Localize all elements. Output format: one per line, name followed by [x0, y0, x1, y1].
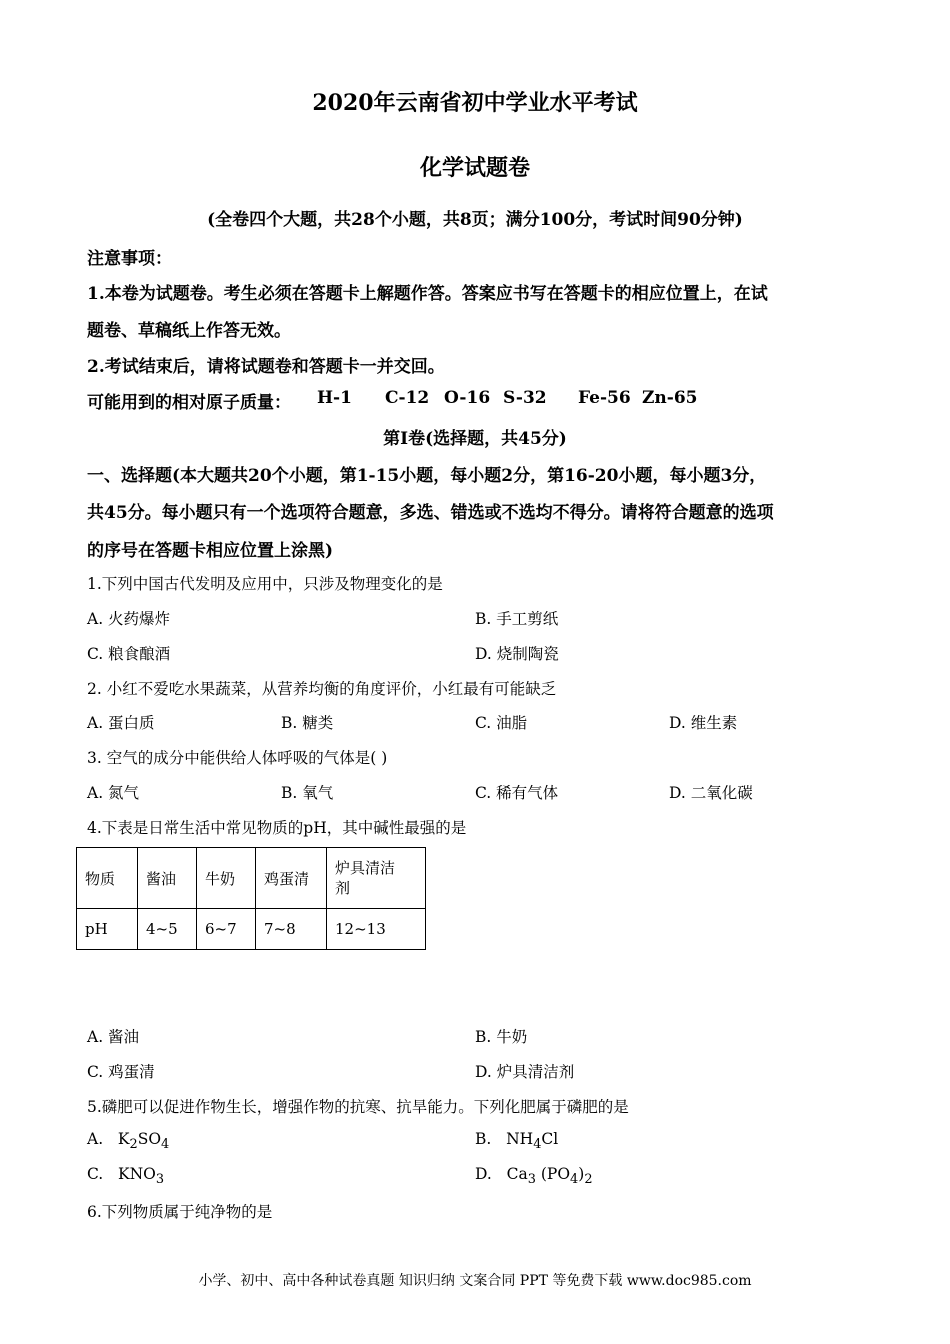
- formula-subscript: 4: [161, 1137, 170, 1153]
- formula: [117, 1130, 170, 1153]
- formula-part: (PO: [535, 1165, 571, 1183]
- table-cell: 物质: [77, 848, 138, 909]
- option-c: C. 鸡蛋清: [87, 1063, 155, 1081]
- formula: [118, 1165, 165, 1188]
- question-stem: 4.下表是日常生活中常见物质的pH，其中碱性最强的是: [87, 819, 467, 837]
- exam-info: (全卷四个大题，共28个小题，共8页；满分100分，考试时间90分钟): [207, 210, 743, 230]
- option-d: D. 维生素: [669, 714, 738, 732]
- table-row: [77, 909, 426, 950]
- formula-subscript: 4: [570, 1172, 579, 1188]
- cell-line: 剂: [335, 879, 351, 897]
- formula: [506, 1130, 559, 1153]
- section-instruction: 一、选择题(本大题共20个小题，第1-15小题，每小题2分，第16-20小题，每小题3分，: [87, 466, 767, 486]
- formula-part: Ca: [506, 1165, 528, 1183]
- option-a: A. 酱油: [87, 1028, 140, 1046]
- option-b: B. 氧气: [281, 784, 334, 802]
- option-a: A. 蛋白质: [87, 714, 155, 732]
- table-cell: 酱油: [138, 848, 197, 909]
- cell-line: 炉具清洁: [335, 859, 396, 877]
- formula-subscript: 3: [155, 1172, 165, 1188]
- option-c: C. 稀有气体: [475, 784, 559, 802]
- formula-part: KNO: [118, 1165, 156, 1183]
- table-cell: pH: [77, 909, 138, 950]
- table-cell: 4~5: [138, 909, 197, 950]
- atomic-mass: C-12: [385, 388, 430, 408]
- option-c: C. 油脂: [475, 714, 528, 732]
- question-stem: 1.下列中国古代发明及应用中，只涉及物理变化的是: [87, 575, 443, 593]
- option-b: B. 牛奶: [475, 1028, 528, 1046]
- notice-line: 2.考试结束后，请将试题卷和答题卡一并交回。: [87, 357, 445, 377]
- atomic-masses-label: 可能用到的相对原子质量：: [87, 393, 291, 413]
- formula-part: ): [578, 1165, 585, 1183]
- table-cell: 鸡蛋清: [256, 848, 327, 909]
- atomic-mass: H-1: [317, 388, 352, 408]
- formula: [506, 1165, 593, 1188]
- option-label: A.: [87, 1130, 104, 1148]
- formula-part: SO: [137, 1130, 162, 1148]
- ph-table: [76, 847, 426, 950]
- option-c: C. 粮食酿酒: [87, 645, 171, 663]
- option-b: B. 手工剪纸: [475, 610, 559, 628]
- option-b: B. 糖类: [281, 714, 334, 732]
- atomic-mass: S-32: [503, 388, 547, 408]
- formula-subscript: 2: [129, 1137, 138, 1153]
- formula-subscript: 3: [527, 1172, 536, 1188]
- page-footer: 小学、初中、高中各种试卷真题 知识归纳 文案合同 PPT 等免费下载 www.doc985.com: [198, 1273, 752, 1289]
- formula-subscript: 4: [533, 1137, 542, 1153]
- exam-title: 2020年云南省初中学业水平考试: [312, 90, 638, 116]
- formula-part: NH: [506, 1130, 534, 1148]
- atomic-mass: Zn-65: [642, 388, 698, 408]
- option-c: [87, 1165, 164, 1187]
- option-d: D. 烧制陶瓷: [475, 645, 559, 663]
- section-title: 第Ⅰ卷(选择题，共45分): [383, 429, 567, 449]
- notice-line: 题卷、草稿纸上作答无效。: [87, 321, 291, 341]
- question-stem: 5.磷肥可以促进作物生长，增强作物的抗寒、抗旱能力。下列化肥属于磷肥的是: [87, 1098, 629, 1116]
- table-cell: 7~8: [256, 909, 327, 950]
- table-cell: 6~7: [197, 909, 256, 950]
- table-cell: 牛奶: [197, 848, 256, 909]
- option-a: A. 氮气: [87, 784, 140, 802]
- formula-part: Cl: [541, 1130, 559, 1148]
- question-stem: 2. 小红不爱吃水果蔬菜，从营养均衡的角度评价，小红最有可能缺乏: [87, 680, 557, 698]
- table-cell: 12~13: [327, 909, 426, 950]
- atomic-mass: Fe-56: [578, 388, 631, 408]
- notice-line: 1.本卷为试题卷。考生必须在答题卡上解题作答。答案应书写在答题卡的相应位置上，在试: [87, 284, 768, 304]
- question-stem: 6.下列物质属于纯净物的是: [87, 1203, 273, 1221]
- notice-heading: 注意事项：: [87, 249, 172, 269]
- section-instruction: 的序号在答题卡相应位置上涂黑): [87, 541, 334, 561]
- table-row: [77, 848, 426, 909]
- option-d: D. 炉具清洁剂: [475, 1063, 575, 1081]
- formula-subscript: 2: [584, 1172, 593, 1188]
- option-b: [475, 1130, 558, 1152]
- section-instruction: 共45分。每小题只有一个选项符合题意，多选、错选或不选均不得分。请将符合题意的选项: [87, 503, 774, 523]
- option-label: C.: [87, 1165, 104, 1183]
- option-d: [475, 1165, 593, 1187]
- formula-part: K: [117, 1130, 130, 1148]
- atomic-mass: O-16: [444, 388, 491, 408]
- option-label: D.: [475, 1165, 492, 1183]
- option-d: D. 二氧化碳: [669, 784, 753, 802]
- exam-subtitle: 化学试题卷: [419, 155, 530, 181]
- option-a: A. 火药爆炸: [87, 610, 171, 628]
- table-cell: [327, 848, 426, 909]
- option-label: B.: [475, 1130, 492, 1148]
- option-a: [87, 1130, 169, 1152]
- question-stem: 3. 空气的成分中能供给人体呼吸的气体是( ): [87, 749, 388, 767]
